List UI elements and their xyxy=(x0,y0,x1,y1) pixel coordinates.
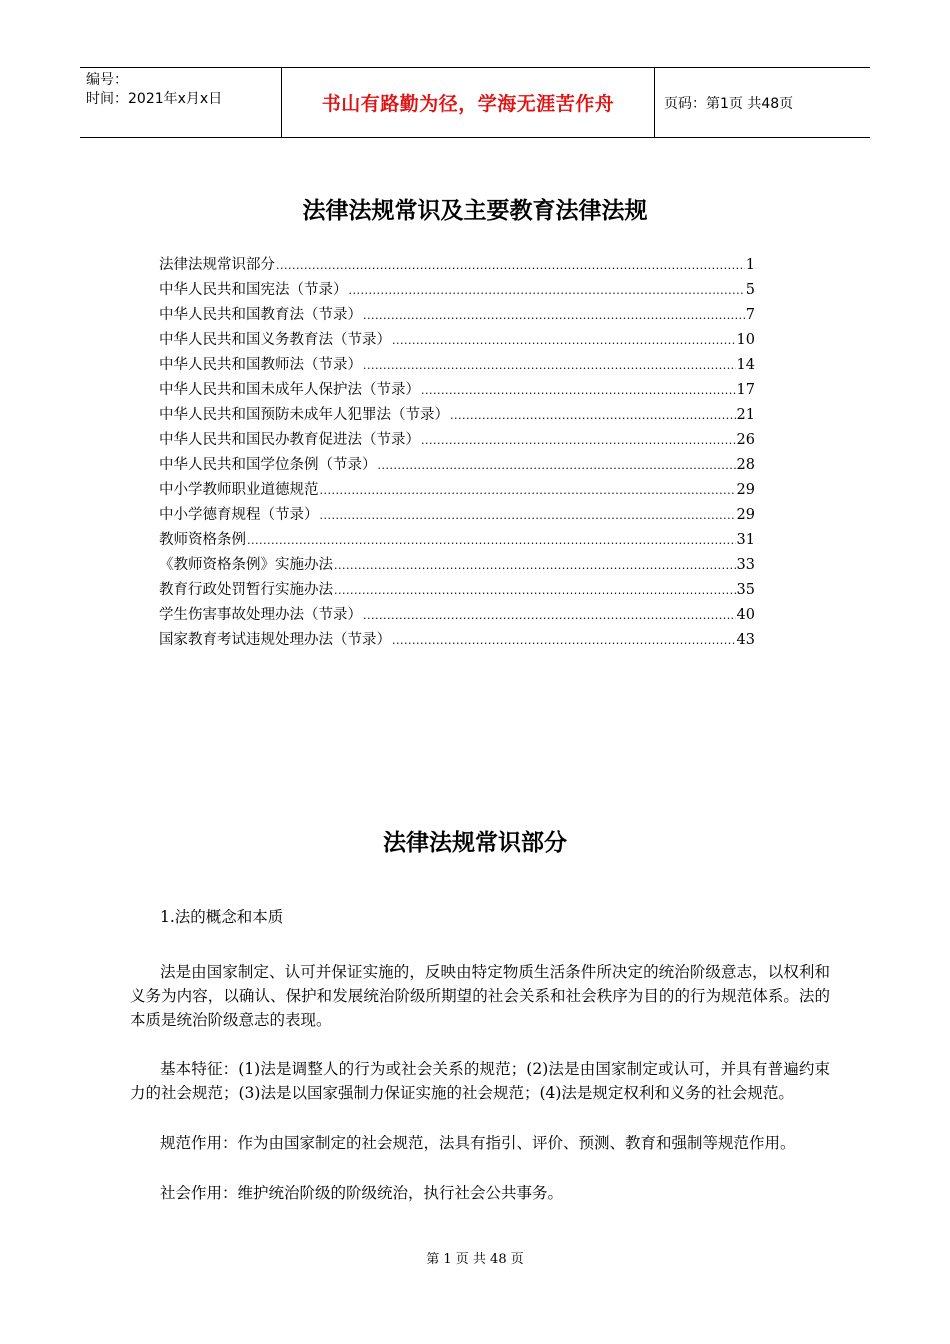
toc-entry[interactable] xyxy=(159,553,755,578)
toc-entry-title: 中小学德育规程（节录） xyxy=(159,507,319,523)
toc-leader-dots xyxy=(363,357,736,373)
toc-entry-title: 中华人民共和国未成年人保护法（节录） xyxy=(159,382,420,398)
toc-entry-title: 中华人民共和国宪法（节录） xyxy=(159,282,348,298)
toc-entry-title: 教育行政处罚暂行实施办法 xyxy=(159,582,333,598)
toc-entry-page: 43 xyxy=(736,632,755,648)
toc-leader-dots xyxy=(363,607,736,623)
toc-entry-page: 26 xyxy=(736,432,755,448)
toc-entry[interactable] xyxy=(159,428,755,453)
toc-leader-dots xyxy=(421,432,736,448)
header-motto-cell xyxy=(282,68,655,137)
toc-entry[interactable] xyxy=(159,303,755,328)
toc-entry-title: 国家教育考试违规处理办法（节录） xyxy=(159,632,391,648)
toc-entry[interactable] xyxy=(159,378,755,403)
toc-entry-title: 法律法规常识部分 xyxy=(159,257,275,273)
toc-entry-page: 33 xyxy=(736,557,755,573)
toc-entry-title: 中华人民共和国预防未成年人犯罪法（节录） xyxy=(159,407,449,423)
header-motto: 书山有路勤为径，学海无涯苦作舟 xyxy=(321,93,615,115)
toc-entry-page: 29 xyxy=(736,482,755,498)
toc-entry[interactable] xyxy=(159,578,755,603)
toc-entry[interactable] xyxy=(159,603,755,628)
toc-entry-page: 7 xyxy=(745,307,755,323)
toc-leader-dots xyxy=(378,457,736,473)
toc-leader-dots xyxy=(276,257,745,273)
toc-entry[interactable] xyxy=(159,278,755,303)
toc-entry-page: 10 xyxy=(736,332,755,348)
toc-entry-title: 中华人民共和国民办教育促进法（节录） xyxy=(159,432,420,448)
paragraph-social-role: 社会作用：维护统治阶级的阶级统治，执行社会公共事务。 xyxy=(160,1184,564,1202)
toc-leader-dots xyxy=(349,282,745,298)
paragraph-definition: 法是由国家制定、认可并保证实施的，反映由特定物质生活条件所决定的统治阶级意志，以权利和义务为内容，以确认、保护和发展统治阶级所期望的社会关系和社会秩序为目的的行为规范体系。法的本质是统治阶级意志的表现。 xyxy=(130,963,830,1029)
toc-entry[interactable] xyxy=(159,353,755,378)
paragraph-normative-role: 规范作用：作为由国家制定的社会规范，法具有指引、评价、预测、教育和强制等规范作用。 xyxy=(160,1134,796,1152)
toc-leader-dots xyxy=(320,482,736,498)
toc-entry-page: 17 xyxy=(736,382,755,398)
toc-entry-page: 14 xyxy=(736,357,755,373)
section-heading-1: 1.法的概念和本质 xyxy=(160,908,284,926)
toc-entry[interactable] xyxy=(159,503,755,528)
toc-entry[interactable] xyxy=(159,253,755,278)
toc-leader-dots xyxy=(320,507,736,523)
document-number-label: 编号： xyxy=(86,72,128,88)
paragraph-features: 基本特征：(1)法是调整人的行为或社会关系的规范；(2)法是由国家制定或认可，并具有普遍约束力的社会规范；(3)法是以国家强制力保证实施的社会规范；(4)法是规定权利和义务的社会规范。 xyxy=(130,1060,830,1102)
document-time-label: 时间：2021年x月x日 xyxy=(86,91,223,107)
toc-entry-title: 教师资格条例 xyxy=(159,532,246,548)
toc-leader-dots xyxy=(392,632,736,648)
toc-leader-dots xyxy=(334,582,736,598)
toc-entry-page: 21 xyxy=(736,407,755,423)
toc-leader-dots xyxy=(363,307,745,323)
toc-entry-page: 29 xyxy=(736,507,755,523)
toc-entry-title: 《教师资格条例》实施办法 xyxy=(159,557,333,573)
toc-entry[interactable] xyxy=(159,628,755,653)
toc-leader-dots xyxy=(334,557,736,573)
toc-entry-title: 中华人民共和国学位条例（节录） xyxy=(159,457,377,473)
toc-entry[interactable] xyxy=(159,528,755,553)
toc-leader-dots xyxy=(450,407,736,423)
header-page-info: 页码：第1页 共48页 xyxy=(664,95,794,112)
header-meta-cell xyxy=(80,68,282,137)
toc-entry-title: 中华人民共和国义务教育法（节录） xyxy=(159,332,391,348)
header-page-cell xyxy=(655,68,870,137)
toc-leader-dots xyxy=(421,382,736,398)
toc-entry-page: 31 xyxy=(736,532,755,548)
toc-entry-page: 5 xyxy=(745,282,755,298)
toc-entry[interactable] xyxy=(159,328,755,353)
toc-entry-title: 中小学教师职业道德规范 xyxy=(159,482,319,498)
document-title: 法律法规常识及主要教育法律法规 xyxy=(302,197,648,224)
toc-leader-dots xyxy=(392,332,736,348)
header-table xyxy=(80,67,870,138)
toc-entry-page: 40 xyxy=(736,607,755,623)
toc-entry[interactable] xyxy=(159,403,755,428)
toc-entry-title: 中华人民共和国教育法（节录） xyxy=(159,307,362,323)
toc-entry-page: 1 xyxy=(745,257,755,273)
page-footer: 第 1 页 共 48 页 xyxy=(426,1252,524,1267)
toc-entry-title: 中华人民共和国教师法（节录） xyxy=(159,357,362,373)
toc-leader-dots xyxy=(247,532,736,548)
toc-entry[interactable] xyxy=(159,478,755,503)
toc-entry[interactable] xyxy=(159,453,755,478)
toc-entry-page: 35 xyxy=(736,582,755,598)
section-title: 法律法规常识部分 xyxy=(383,829,567,856)
table-of-contents xyxy=(159,253,755,653)
toc-entry-page: 28 xyxy=(736,457,755,473)
toc-entry-title: 学生伤害事故处理办法（节录） xyxy=(159,607,362,623)
